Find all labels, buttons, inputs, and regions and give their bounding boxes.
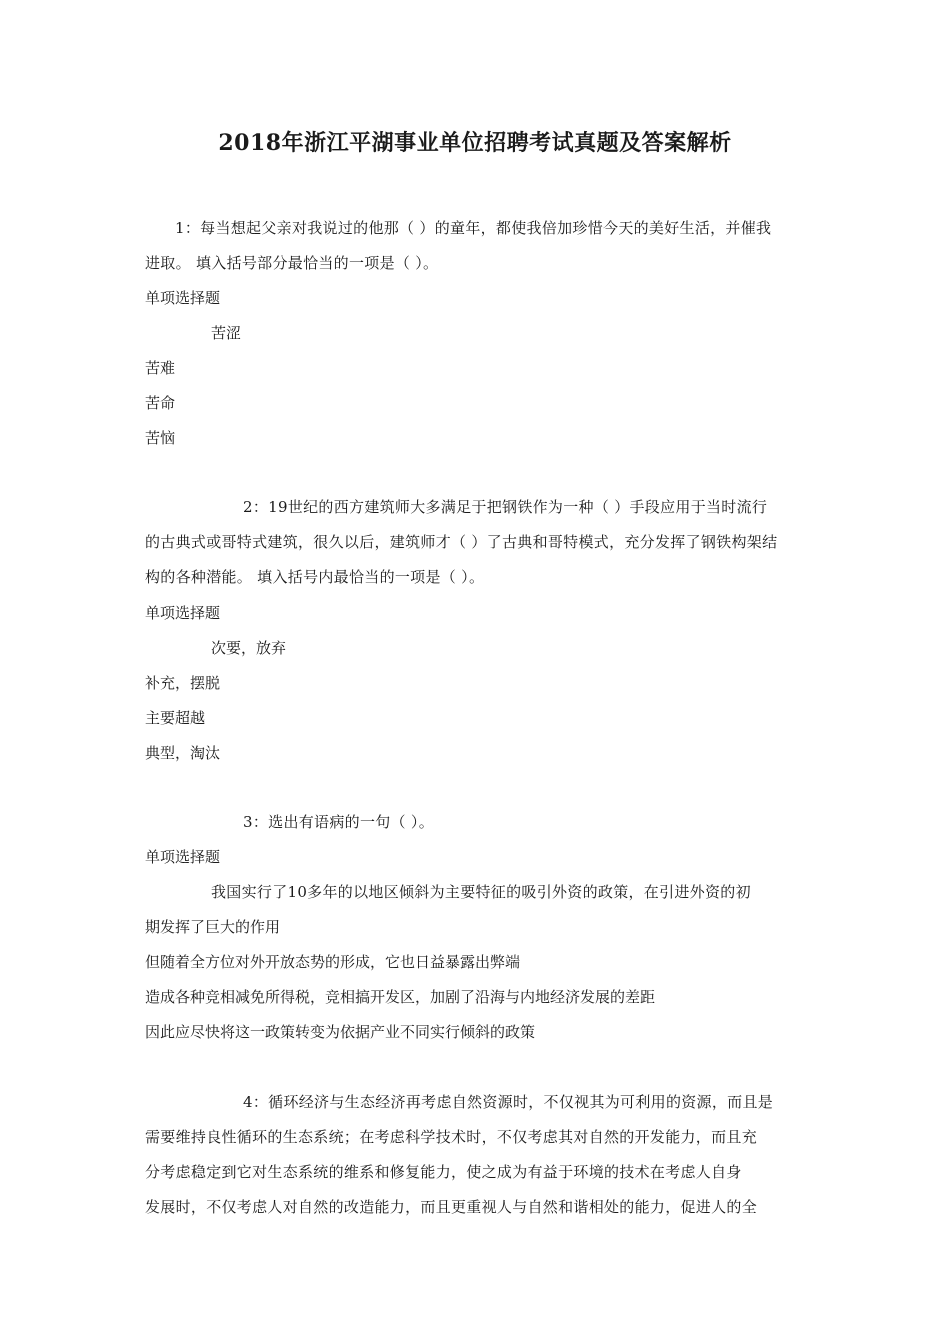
question-3-option-c: 造成各种竞相减免所得税，竞相搞开发区，加剧了沿海与内地经济发展的差距 [145,988,656,1006]
question-2-stem-line-2: 的古典式或哥特式建筑，很久以后，建筑师才（ ）了古典和哥特模式，充分发挥了钢铁构架结 [145,533,778,551]
question-3-option-a-line-1: 我国实行了10多年的以地区倾斜为主要特征的吸引外资的政策，在引进外资的初 [211,883,751,901]
question-2-stem-line-3: 构的各种潜能。 填入括号内最恰当的一项是（ ）。 [145,568,485,586]
question-1-type: 单项选择题 [145,289,221,307]
question-1-stem-line-2: 进取。 填入括号部分最恰当的一项是（ ）。 [145,254,439,272]
question-2-option-d: 典型，淘汰 [145,744,221,762]
question-3-option-d: 因此应尽快将这一政策转变为依据产业不同实行倾斜的政策 [145,1023,536,1041]
question-2-option-c: 主要超越 [145,709,206,727]
question-4-stem-line-3: 分考虑稳定到它对生态系统的维系和修复能力，使之成为有益于环境的技术在考虑人自身 [145,1163,742,1181]
question-4-stem-line-4: 发展时，不仅考虑人对自然的改造能力，而且更重视人与自然和谐相处的能力，促进人的全 [145,1198,758,1216]
question-1-option-c: 苦命 [145,394,176,412]
question-1-option-a: 苦涩 [211,324,242,342]
question-2-type: 单项选择题 [145,604,221,622]
question-1-option-b: 苦难 [145,359,176,377]
question-4-stem-line-2: 需要维持良性循环的生态系统；在考虑科学技术时，不仅考虑其对自然的开发能力，而且充 [145,1128,758,1146]
question-3-option-b: 但随着全方位对外开放态势的形成，它也日益暴露出弊端 [145,953,521,971]
question-2-stem-line-1: 2：19世纪的西方建筑师大多满足于把钢铁作为一种（ ）手段应用于当时流行 [243,498,768,516]
question-3-stem-line-1: 3：选出有语病的一句（ ）。 [243,813,435,831]
question-1-stem-line-1: 1：每当想起父亲对我说过的他那（ ）的童年，都使我倍加珍惜今天的美好生活，并催我 [175,219,772,237]
question-2-option-a: 次要，放弃 [211,639,287,657]
document-title: 2018年浙江平湖事业单位招聘考试真题及答案解析 [218,130,732,156]
question-3-option-a-line-2: 期发挥了巨大的作用 [145,918,281,936]
question-2-option-b: 补充，摆脱 [145,674,221,692]
question-1-option-d: 苦恼 [145,429,176,447]
question-4-stem-line-1: 4：循环经济与生态经济再考虑自然资源时，不仅视其为可利用的资源，而且是 [243,1093,774,1111]
question-3-type: 单项选择题 [145,848,221,866]
